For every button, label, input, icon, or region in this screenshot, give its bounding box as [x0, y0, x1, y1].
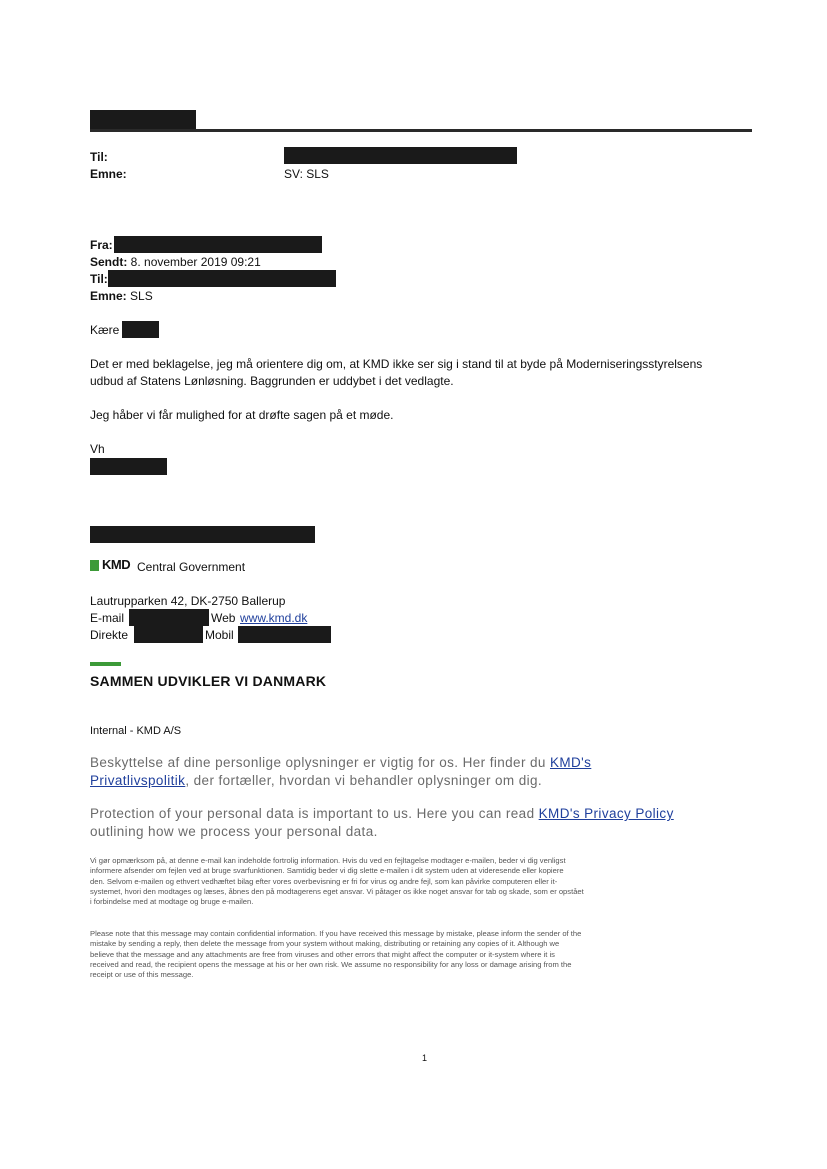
paragraph1-line1: Det er med beklagelse, jeg må orientere dig om, at KMD ikke ser sig i stand til at byde på Moderniseringsstyrelsens [90, 357, 703, 371]
privacy-en-text2: outlining how we process your personal data. [90, 824, 378, 839]
disclaimer-en [90, 929, 755, 980]
sent-label: Sendt: [90, 255, 128, 269]
sent-line [90, 254, 261, 271]
disclaimer-da-line: den. Selvom e-mailen og ethvert vedhæftet bilag efter vores overbevisning er fri for virus og andre fejl, som kan påvirke computeren eller it- [90, 876, 558, 886]
page-number: 1 [422, 1053, 428, 1063]
redacted-direct-phone [134, 626, 203, 643]
green-accent-bar [90, 662, 121, 666]
disclaimer-en-line: Please note that this message may contain confidential information. If you have received this message by mistake, please inform the sender of the [90, 929, 582, 938]
quoted-subject-value: SLS [126, 289, 153, 303]
disclaimer-en-line: receipt or use of this message. [90, 970, 194, 980]
division: Central Government [137, 560, 246, 574]
disclaimer-da-line: Vi gør opmærksom på, at denne e-mail kan indeholde fortrolig information. Hvis du ved en fejltagelse modtager e-mailen, beder vi dig venligst [90, 856, 566, 865]
quoted-subject-label: Emne: [90, 289, 127, 303]
privacy-da-text2: , der fortæller, hvordan vi behandler oplysninger om dig. [185, 773, 543, 788]
web-label: Web [211, 611, 236, 625]
privacy-notice-da [90, 754, 690, 790]
from-label: Fra: [90, 238, 113, 252]
classification: Internal - KMD A/S [90, 725, 182, 737]
privacy-da-link2[interactable]: Privatlivspolitik [90, 773, 186, 788]
disclaimer-en-line: believe that the message and any attachments are free from viruses and other errors that might affect the computer or it-system where it is [90, 949, 555, 959]
greeting: Kære [90, 323, 120, 337]
kmd-logo-mark [90, 560, 99, 571]
signoff: Vh [90, 442, 105, 456]
redacted-signer-title [90, 526, 315, 543]
paragraph2: Jeg håber vi får mulighed for at drøfte sagen på et møde. [90, 408, 394, 422]
quoted-to-label: Til: [90, 272, 108, 286]
privacy-da-text1: Beskyttelse af dine personlige oplysninger er vigtig for os. Her finder du [90, 755, 550, 770]
disclaimer-da-line: informere afsender om fejlen ved at bruge svarfunktionen. Samtidig beder vi dig slette e-mailen i dit system uden at videresende eller kopiere [90, 866, 564, 876]
redacted-from-address [114, 236, 322, 253]
privacy-notice-en [90, 805, 750, 841]
quoted-subject-line [90, 288, 153, 305]
subject-label: Emne: [90, 167, 127, 181]
redacted-recipient-name [122, 321, 159, 338]
redacted-mobile-phone [238, 626, 331, 643]
privacy-en-text1: Protection of your personal data is important to us. Here you can read [90, 806, 539, 821]
redacted-to-address [284, 147, 517, 164]
disclaimer-en-line: received and read, the recipient opens the message at his or her own risk. We assume no responsibility for any loss or damage arising from the [90, 959, 572, 969]
mobile-label: Mobil [205, 628, 234, 642]
paragraph1-line2: udbud af Statens Lønløsning. Baggrunden er uddybet i det vedlagte. [90, 374, 454, 388]
direct-label: Direkte [90, 628, 129, 642]
redacted-quoted-to [108, 270, 336, 287]
disclaimer-da-line: i forbindelse med at modtage og bruge e-mailen. [90, 897, 254, 907]
disclaimer-da [90, 856, 755, 907]
slogan: SAMMEN UDVIKLER VI DANMARK [90, 673, 327, 689]
privacy-da-link1[interactable]: KMD's [549, 755, 592, 770]
kmd-logo-text: KMD [102, 557, 131, 572]
redacted-sender-name [90, 110, 196, 131]
sent-value: 8. november 2019 09:21 [127, 255, 261, 269]
subject-value: SV: SLS [284, 167, 329, 181]
header-rule [90, 129, 752, 132]
privacy-en-link[interactable]: KMD's Privacy Policy [538, 806, 674, 821]
web-link[interactable]: www.kmd.dk [240, 611, 308, 625]
disclaimer-da-line: systemet, hvori den modtages og læses, åbnes den på modtagerens eget ansvar. Vi påtager os ikke noget ansvar for tab og skade, som er opstået [90, 886, 584, 896]
email-label: E-mail [90, 611, 125, 625]
redacted-email [129, 609, 209, 626]
disclaimer-en-line: mistake by sending a reply, then delete the message from your system without making, distributing or retaining any copies of it. Although we [90, 939, 560, 949]
redacted-signer-name [90, 458, 167, 475]
address: Lautrupparken 42, DK-2750 Ballerup [90, 594, 286, 608]
to-label: Til: [90, 150, 108, 164]
